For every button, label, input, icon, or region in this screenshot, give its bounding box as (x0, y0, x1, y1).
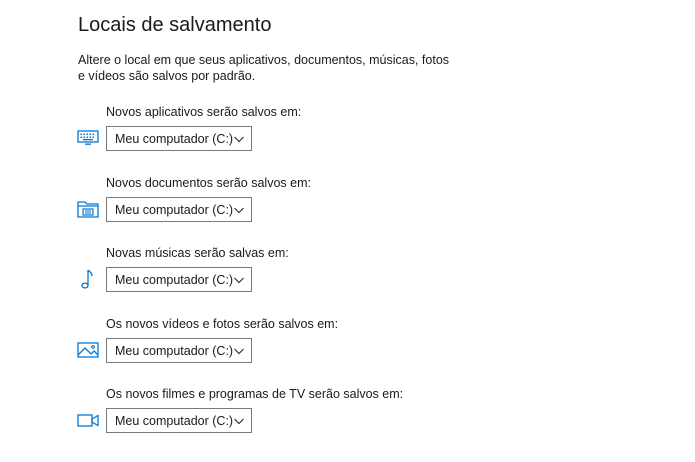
music-location-value: Meu computador (C:) (115, 273, 234, 287)
photos-videos-location-value: Meu computador (C:) (115, 344, 234, 358)
movies-tv-save-label: Os novos filmes e programas de TV serão salvos em: (106, 387, 404, 401)
page-description: Altere o local em que seus aplicativos, documentos, músicas, fotos e vídeos são salvos por padrão. (78, 53, 450, 83)
photos-videos-location-dropdown[interactable] (106, 338, 252, 363)
apps-save-label: Novos aplicativos serão salvos em: (106, 105, 302, 119)
music-note-icon (76, 267, 100, 291)
music-location-dropdown[interactable] (106, 267, 252, 292)
keyboard-icon (76, 126, 100, 150)
apps-location-dropdown[interactable] (106, 126, 252, 151)
chevron-down-icon (233, 204, 245, 216)
photos-videos-save-label: Os novos vídeos e fotos serão salvos em: (106, 317, 339, 331)
page-title: Locais de salvamento (78, 14, 272, 36)
documents-location-dropdown[interactable] (106, 197, 252, 222)
movies-tv-location-value: Meu computador (C:) (115, 414, 234, 428)
section-photos-videos (0, 316, 695, 372)
section-music (0, 245, 695, 301)
documents-location-value: Meu computador (C:) (115, 203, 234, 217)
chevron-down-icon (233, 274, 245, 286)
music-save-label: Novas músicas serão salvas em: (106, 246, 289, 260)
chevron-down-icon (233, 133, 245, 145)
movies-tv-location-dropdown[interactable] (106, 408, 252, 433)
chevron-down-icon (233, 345, 245, 357)
folder-documents-icon (76, 197, 100, 221)
picture-icon (76, 338, 100, 362)
documents-save-label: Novos documentos serão salvos em: (106, 176, 311, 190)
apps-location-value: Meu computador (C:) (115, 132, 234, 146)
section-documents (0, 175, 695, 231)
section-apps (0, 104, 695, 160)
section-movies-tv (0, 386, 695, 442)
chevron-down-icon (233, 415, 245, 427)
video-camera-icon (76, 408, 100, 432)
